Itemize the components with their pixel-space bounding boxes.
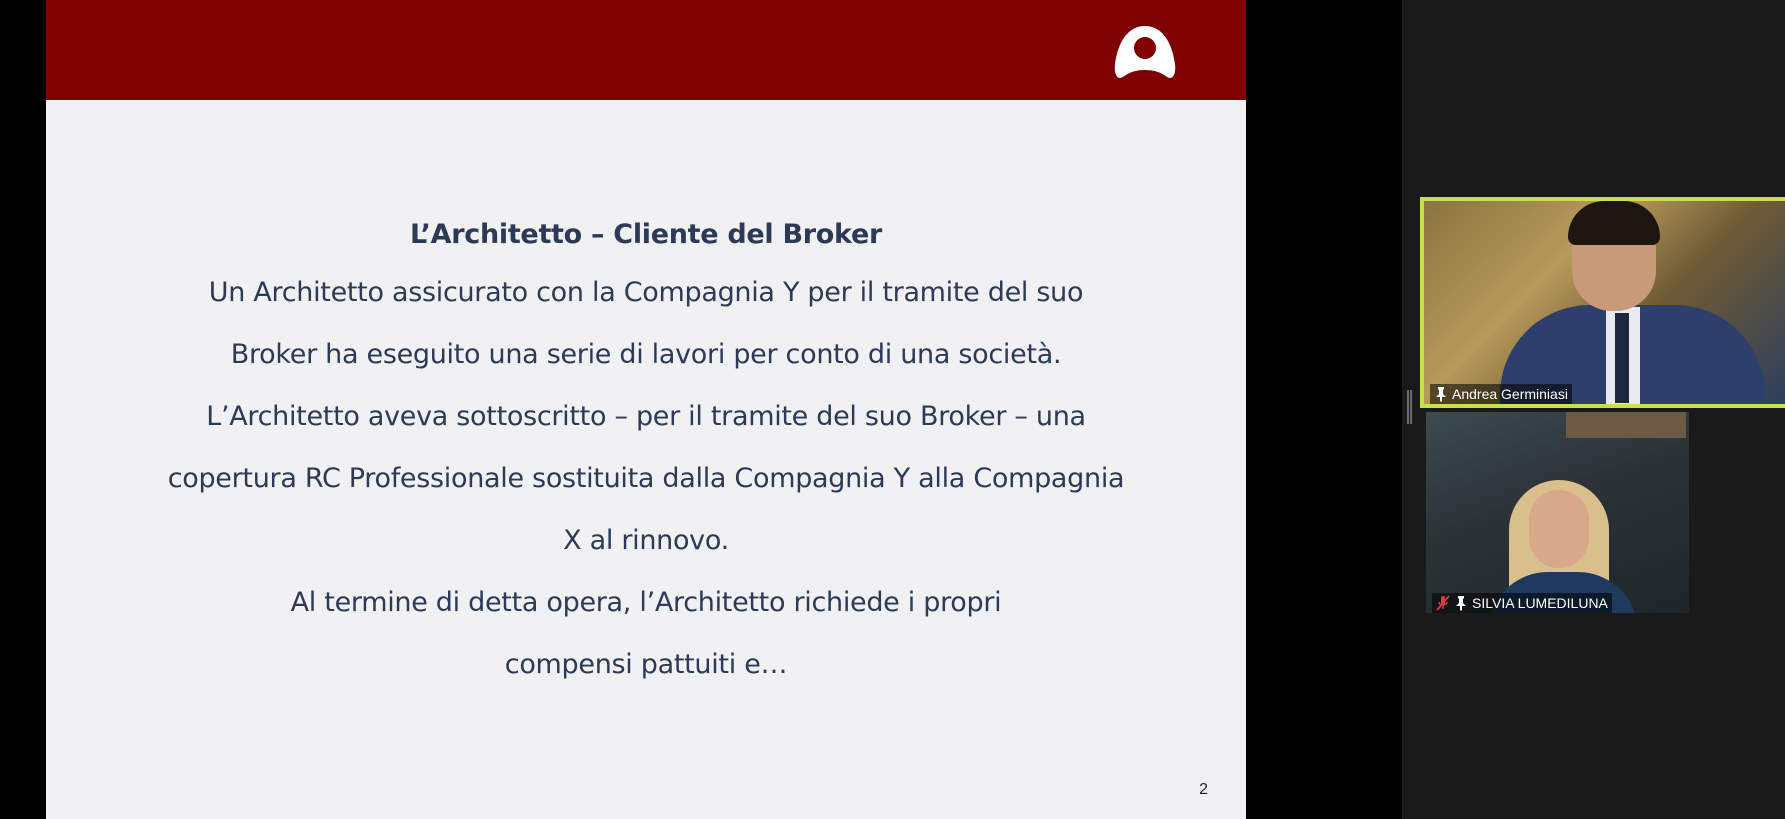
shared-slide	[46, 0, 1246, 819]
participant-name-tag	[1432, 593, 1612, 613]
panel-resize-handle[interactable]	[1407, 390, 1412, 424]
slide-paragraph: L’Architetto aveva sottoscritto – per il tramite del suo Broker – una copertura RC Professionale sostituita dalla Compagnia Y alla Compagnia X al rinnovo.	[167, 401, 1125, 556]
a-shape-logo-icon	[1112, 24, 1178, 80]
slide-page-number: 2	[1199, 781, 1208, 798]
participant-name: SILVIA LUMEDILUNA	[1472, 595, 1608, 611]
participant-name: Andrea Germiniasi	[1452, 386, 1568, 402]
participant-name-tag	[1430, 384, 1572, 404]
background-gap	[1246, 0, 1402, 819]
participant-video-feed	[1566, 412, 1686, 438]
pin-icon	[1454, 595, 1468, 611]
pin-icon	[1434, 386, 1448, 402]
participant-video-tile[interactable]	[1426, 412, 1689, 613]
slide-content	[166, 208, 1126, 696]
participant-video-tile[interactable]	[1420, 197, 1785, 408]
muted-mic-icon	[1436, 595, 1450, 611]
slide-header-bar	[46, 0, 1246, 100]
video-gallery-panel	[1402, 0, 1785, 819]
slide-title: L’Architetto – Cliente del Broker	[409, 219, 882, 250]
slide-paragraph: Un Architetto assicurato con la Compagnia Y per il tramite del suo Broker ha eseguito una serie di lavori per conto di una società.	[208, 277, 1084, 370]
slide-paragraph: Al termine di detta opera, l’Architetto richiede i propri compensi pattuiti e…	[290, 587, 1002, 680]
